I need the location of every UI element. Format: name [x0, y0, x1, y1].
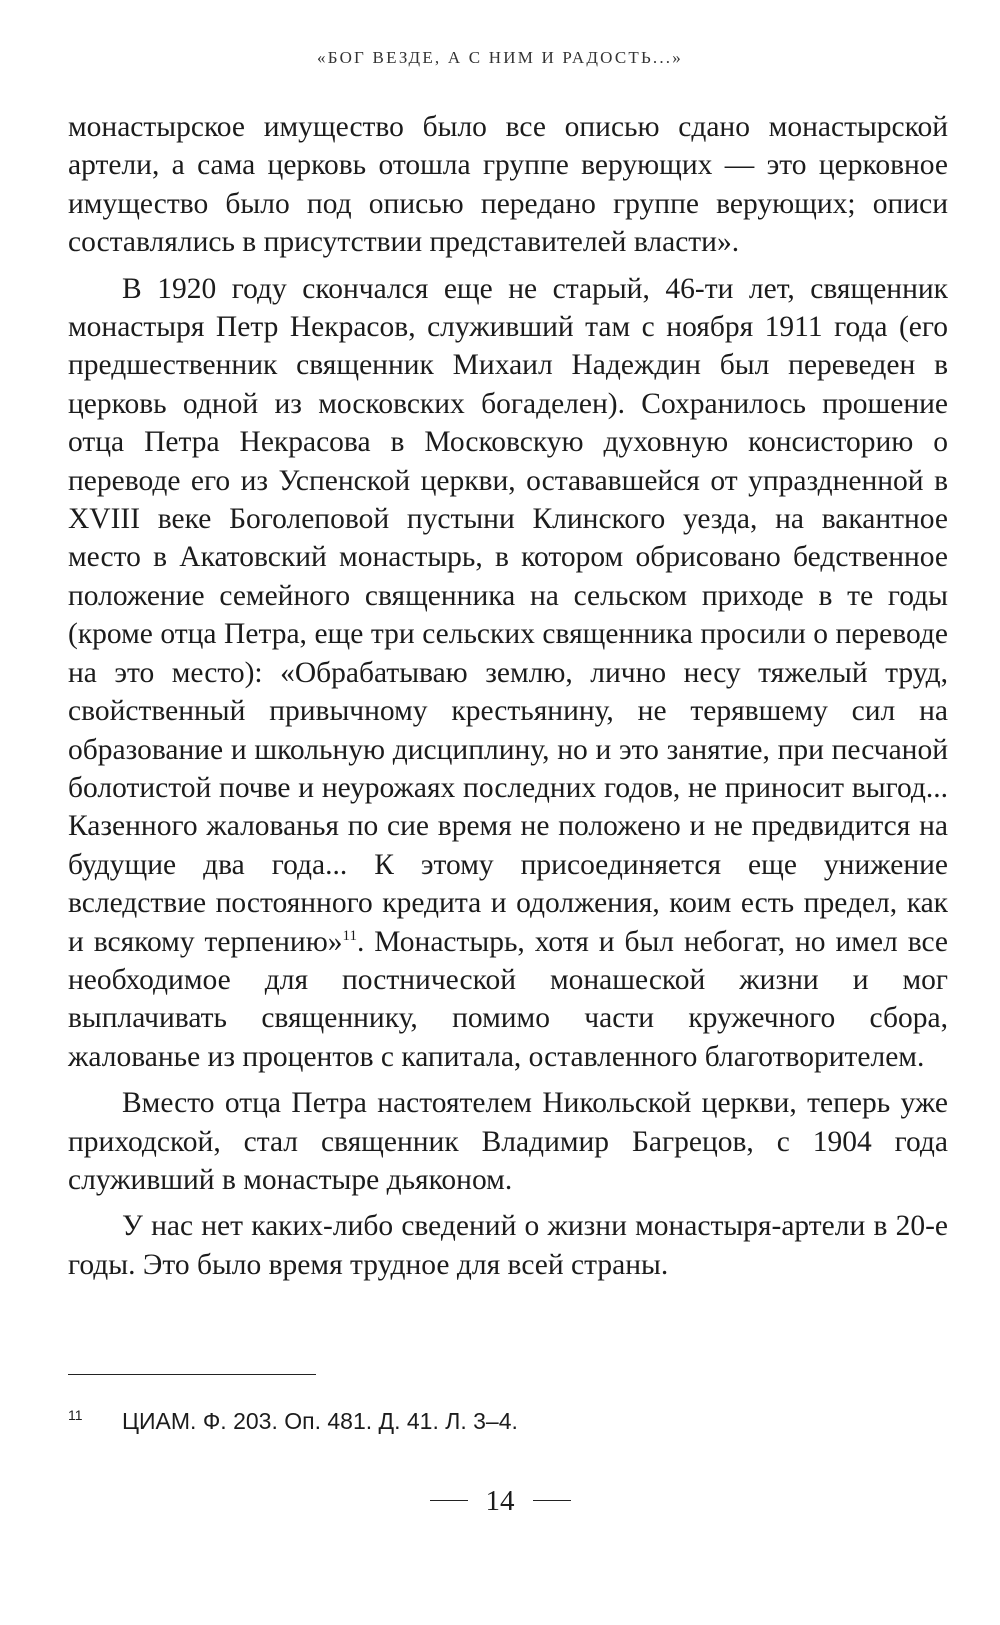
page-number-block [0, 1485, 1000, 1518]
paragraph-2 [68, 270, 948, 1077]
footnote-number: 11 [68, 1407, 83, 1423]
running-head: «БОГ ВЕЗДЕ, А С НИМ И РАДОСТЬ...» [317, 48, 683, 67]
folio-dash-left [430, 1500, 468, 1501]
paragraph-4: У нас нет каких-либо сведений о жизни монастыря-артели в 20-е годы. Это было время трудное для всей страны. [68, 1210, 948, 1281]
footnote-divider [68, 1374, 316, 1375]
main-text [68, 108, 948, 1284]
paragraph-1: монастырское имущество было все описью сдано монастырской артели, а сама церковь отошла группе верующих — это церковное имущество было под описью передано группе верующих; описи составлялись в присутствии представителей власти». [68, 111, 948, 259]
footnote-reference: 11 [342, 927, 357, 944]
paragraph-2-part-2: . Монастырь, хотя и был небогат, но имел все необходимое для постнической монашеской жизни и мог выплачивать священнику, помимо части кружечного сбора, жалованье из процентов с капитала, оставленного благотворителем. [68, 925, 949, 1073]
paragraph-2-part-1: В 1920 году скончался еще не старый, 46-ти лет, священник монастыря Петр Некрасов, служивший там с ноября 1911 года (его предшественник священник Михаил Надеждин был переведен в церковь одной из московских богаделен). Сохранилось прошение отца Петра Некрасова в Московскую духовную консисторию о переводе его из Успенской церкви, остававшейся от упраздненной в XVIII веке Боголеповой пустыни Клинского уезда, на вакантное место в Акатовский монастырь, в котором обрисовано бедственное положение семейного священника на сельском приходе в те годы (кроме отца Петра, еще три сельских священника просили о переводе на это место): «Обрабатываю землю, лично несу тяжелый труд, свойственный привычному крестьянину, не терявшему сил на образование и школьную дисциплину, но и это занятие, при песчаной болотистой почве и неурожаях последних годов, не приносит выгод... Казенного жалованья по сие время не положено и не предвидится на будущие два года... К этому присоединяется еще унижение вследствие постоянного кредита и одолжения, коим есть предел, как и всякому терпению» [68, 272, 948, 958]
folio-dash-right [533, 1500, 571, 1501]
footnote-text: ЦИАМ. Ф. 203. Оп. 481. Д. 41. Л. 3–4. [122, 1408, 518, 1434]
paragraph-3: Вместо отца Петра настоятелем Никольской церкви, теперь уже приходской, стал священник Владимир Багрецов, с 1904 года служивший в монастыре дьяконом. [68, 1087, 948, 1196]
page-number: 14 [485, 1485, 515, 1517]
